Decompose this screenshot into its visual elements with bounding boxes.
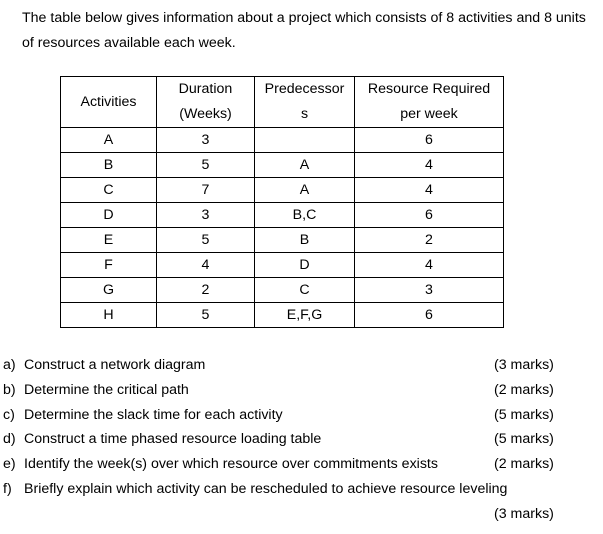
question-text: Determine the critical path xyxy=(24,382,189,398)
header-predecessors: Predecessor s xyxy=(255,77,355,128)
cell-resource: 6 xyxy=(355,303,504,328)
cell-duration: 5 xyxy=(157,303,255,328)
question-letter: c) xyxy=(3,407,15,423)
cell-predecessors: E,F,G xyxy=(255,303,355,328)
cell-resource: 4 xyxy=(355,178,504,203)
question-text: Identify the week(s) over which resource over commitments exists xyxy=(24,456,438,472)
cell-resource: 4 xyxy=(355,153,504,178)
question-a xyxy=(0,353,603,378)
question-text: Briefly explain which activity can be rescheduled to achieve resource leveling xyxy=(24,481,508,497)
cell-duration: 3 xyxy=(157,203,255,228)
question-text: Construct a time phased resource loading table xyxy=(24,431,322,447)
cell-duration: 5 xyxy=(157,228,255,253)
cell-resource: 2 xyxy=(355,228,504,253)
table-row xyxy=(61,253,504,278)
question-c xyxy=(0,403,603,428)
cell-duration: 4 xyxy=(157,253,255,278)
cell-activity: A xyxy=(61,128,157,153)
question-letter: f) xyxy=(3,481,12,497)
intro-paragraph: The table below gives information about a project which consists of 8 activities and 8 units of resources available each week. xyxy=(22,10,586,51)
cell-duration: 7 xyxy=(157,178,255,203)
cell-activity: C xyxy=(61,178,157,203)
question-marks: (3 marks) xyxy=(494,506,554,522)
question-marks: (2 marks) xyxy=(494,456,554,472)
question-d xyxy=(0,427,603,452)
table-row xyxy=(61,153,504,178)
table-row xyxy=(61,303,504,328)
cell-activity: G xyxy=(61,278,157,303)
table-row xyxy=(61,203,504,228)
cell-activity: D xyxy=(61,203,157,228)
cell-predecessors: B xyxy=(255,228,355,253)
header-activities: Activities xyxy=(61,77,157,128)
cell-resource: 6 xyxy=(355,128,504,153)
cell-predecessors: A xyxy=(255,178,355,203)
table-row xyxy=(61,278,504,303)
question-marks: (5 marks) xyxy=(494,407,554,423)
cell-activity: E xyxy=(61,228,157,253)
cell-activity: H xyxy=(61,303,157,328)
question-letter: a) xyxy=(3,357,16,373)
cell-predecessors: B,C xyxy=(255,203,355,228)
question-marks: (3 marks) xyxy=(494,357,554,373)
cell-resource: 6 xyxy=(355,203,504,228)
header-duration: Duration (Weeks) xyxy=(157,77,255,128)
question-letter: d) xyxy=(3,431,16,447)
cell-predecessors: A xyxy=(255,153,355,178)
question-marks: (5 marks) xyxy=(494,431,554,447)
table-row xyxy=(61,178,504,203)
question-f xyxy=(0,477,603,527)
question-b xyxy=(0,378,603,403)
cell-resource: 4 xyxy=(355,253,504,278)
cell-resource: 3 xyxy=(355,278,504,303)
question-text: Construct a network diagram xyxy=(24,357,206,373)
cell-activity: B xyxy=(61,153,157,178)
question-letter: b) xyxy=(3,382,16,398)
cell-predecessors: C xyxy=(255,278,355,303)
cell-predecessors xyxy=(255,128,355,153)
activities-table xyxy=(60,76,504,328)
header-resource-required: Resource Required per week xyxy=(355,77,504,128)
question-e xyxy=(0,452,603,477)
table-header-row xyxy=(61,77,504,128)
question-text: Determine the slack time for each activity xyxy=(24,407,283,423)
cell-duration: 5 xyxy=(157,153,255,178)
cell-duration: 2 xyxy=(157,278,255,303)
cell-activity: F xyxy=(61,253,157,278)
table-row xyxy=(61,228,504,253)
cell-duration: 3 xyxy=(157,128,255,153)
cell-predecessors: D xyxy=(255,253,355,278)
table-row xyxy=(61,128,504,153)
question-marks: (2 marks) xyxy=(494,382,554,398)
question-letter: e) xyxy=(3,456,16,472)
